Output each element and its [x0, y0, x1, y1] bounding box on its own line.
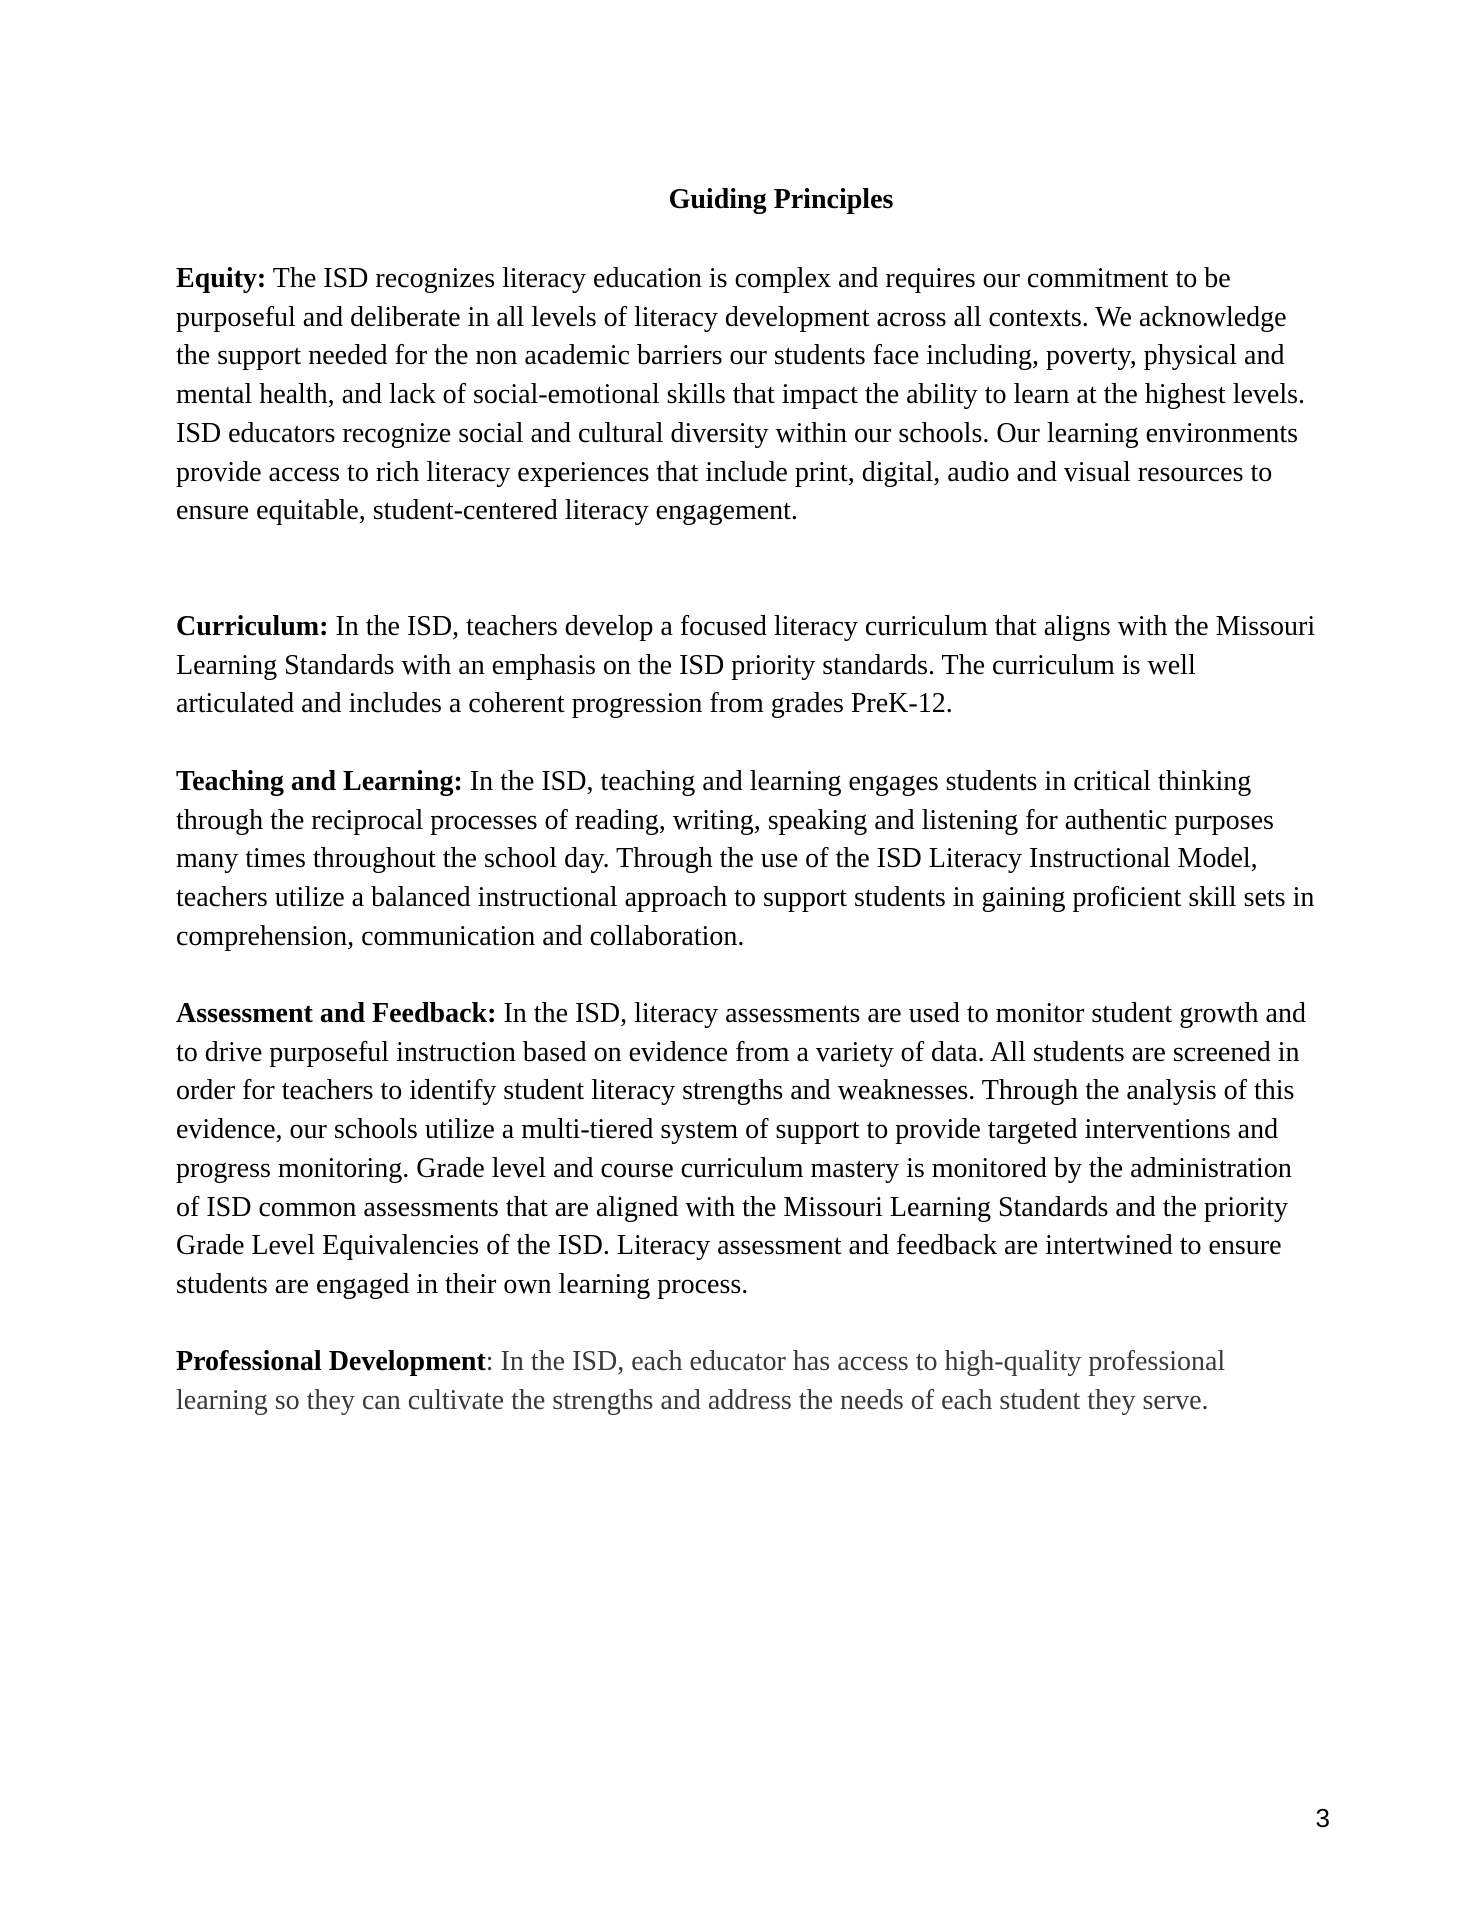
section-teaching-and-learning — [176, 763, 1318, 957]
section-text: In the ISD, literacy assessments are used to monitor student growth and to drive purposeful instruction based on evidence from a variety of data. All students are screened in order for teachers to identify student literacy strengths and weaknesses. Through the analysis of this evidence, our schools utilize a multi-tiered system of support to provide targeted interventions and progress monitoring. Grade level and course curriculum mastery is monitored by the administration of ISD common assessments that are aligned with the Missouri Learning Standards and the priority Grade Level Equivalencies of the ISD. Literacy assessment and feedback are intertwined to ensure students are engaged in their own learning process. — [176, 998, 1306, 1300]
section-label: Teaching and Learning: — [176, 766, 463, 797]
section-equity — [176, 260, 1318, 531]
section-text: : In the ISD, each educator has access to high-quality professional learning so they can cultivate the strengths and address the needs of each student they serve. — [176, 1346, 1226, 1416]
section-professional-development — [176, 1343, 1318, 1420]
section-text: The ISD recognizes literacy education is complex and requires our commitment to be purposeful and deliberate in all levels of literacy development across all contexts. We acknowledge the support needed for the non academic barriers our students face including, poverty, physical and mental health, and lack of social-emotional skills that impact the ability to learn at the highest levels. ISD educators recognize social and cultural diversity within our schools. Our learning environments provide access to rich literacy experiences that include print, digital, audio and visual resources to ensure equitable, student-centered literacy engagement. — [176, 263, 1306, 527]
section-label: Curriculum: — [176, 611, 329, 642]
section-text: In the ISD, teaching and learning engages students in critical thinking through the reciprocal processes of reading, writing, speaking and listening for authentic purposes many times throughout the school day. Through the use of the ISD Literacy Instructional Model, teachers utilize a balanced instructional approach to support students in gaining proficient skill sets in comprehension, communication and collaboration. — [176, 766, 1315, 952]
section-curriculum — [176, 608, 1318, 724]
section-assessment-and-feedback — [176, 995, 1318, 1305]
section-label: Assessment and Feedback: — [176, 998, 497, 1029]
page-number: 3 — [1315, 1803, 1330, 1833]
section-label: Equity: — [176, 263, 267, 294]
section-label: Professional Development — [176, 1346, 486, 1377]
page-title: Guiding Principles — [668, 184, 894, 215]
section-text: In the ISD, teachers develop a focused literacy curriculum that aligns with the Missouri Learning Standards with an emphasis on the ISD priority standards. The curriculum is well articulated and includes a coherent progression from grades PreK-12. — [176, 611, 1316, 720]
